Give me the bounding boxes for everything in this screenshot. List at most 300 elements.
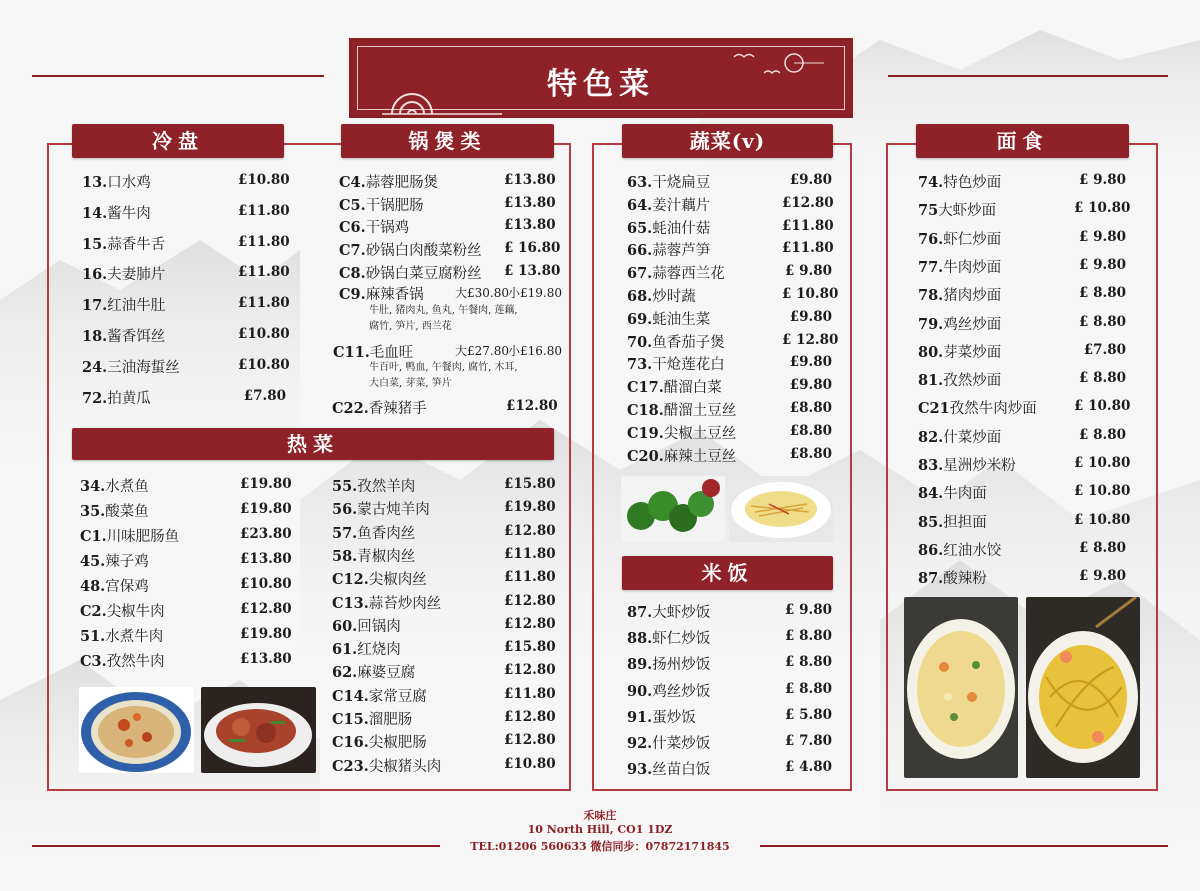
item-price: £11.80	[238, 233, 290, 250]
menu-item	[627, 194, 710, 215]
item-price: £ 8.80	[1079, 539, 1126, 556]
item-price: £15.80	[504, 639, 556, 656]
item-price: £8.80	[789, 445, 832, 462]
item-name: 蒙古炖羊肉	[357, 502, 430, 519]
item-code: 58.	[332, 547, 358, 565]
item-name: 孜然牛肉炒面	[949, 401, 1037, 418]
menu-item	[80, 500, 149, 521]
item-name: 麻辣土豆丝	[663, 448, 737, 465]
photo-broccoli-dish	[621, 476, 725, 542]
menu-item	[627, 653, 710, 674]
item-price: £ 7.80	[785, 733, 832, 749]
section-heading-noodle: 面食	[916, 124, 1129, 158]
item-name: 猪肉炒面	[943, 288, 1002, 305]
price-c22: £12.80	[506, 398, 558, 414]
item-code: 14.	[82, 204, 108, 222]
menu-item	[339, 239, 482, 260]
footer-address: 10 North Hill, CO1 1DZ	[527, 823, 673, 836]
c9-description-2: 腐竹, 笋片, 西兰花	[369, 321, 452, 332]
item-price: £9.80	[789, 377, 832, 394]
item-code: C21	[918, 400, 950, 418]
item-code: 69.	[627, 310, 653, 328]
price-c9-small: 小£19.80	[508, 286, 562, 300]
photo-stir-fry-dish	[201, 687, 316, 773]
item-name: 牛肉炒面	[943, 259, 1002, 276]
item-name: 三油海蜇丝	[107, 359, 180, 376]
item-name: 干烧扁豆	[652, 175, 711, 191]
item-price: £ 10.80	[1074, 455, 1131, 471]
item-name: 红烧肉	[357, 642, 401, 659]
section-heading-rice: 米饭	[622, 556, 833, 590]
item-name: 酱牛肉	[107, 205, 151, 222]
item-price: £10.80	[238, 326, 290, 342]
item-name: 扬州炒饭	[652, 657, 711, 674]
item-price: £ 9.80	[1079, 568, 1126, 585]
item-code: C12.	[332, 571, 369, 589]
title-banner	[349, 38, 853, 118]
item-price: £ 8.80	[1079, 313, 1126, 330]
item-code: 84.	[918, 485, 944, 503]
item-code: C8.	[339, 264, 366, 282]
item-price: £11.80	[782, 217, 834, 234]
item-price: £ 10.80	[1074, 511, 1131, 528]
item-name: 蒜蓉肥肠煲	[365, 175, 439, 191]
page-title: 特色菜	[547, 67, 655, 102]
menu-item	[918, 199, 996, 220]
menu-item	[627, 331, 725, 352]
item-name: 尖椒肉丝	[368, 572, 427, 589]
item-code: C5.	[339, 196, 366, 214]
item-price: £12.80	[240, 601, 292, 617]
item-name: 大虾炒饭	[652, 605, 711, 621]
item-name: 星洲炒米粉	[943, 458, 1016, 474]
item-code: 86.	[918, 541, 944, 559]
item-name: 砂锅白菜豆腐粉丝	[365, 265, 482, 282]
item-name: 青椒肉丝	[357, 548, 416, 565]
menu-item	[332, 638, 401, 659]
menu-item	[918, 313, 1001, 334]
item-code: C16.	[332, 734, 369, 752]
item-code: 35.	[80, 503, 106, 520]
item-price: £ 10.80	[1074, 398, 1131, 415]
item-price: £23.80	[240, 526, 292, 542]
item-name: 虾仁炒饭	[652, 631, 711, 648]
menu-item	[627, 758, 710, 779]
item-price: £10.80	[504, 755, 556, 772]
item-name: 炒时蔬	[652, 289, 696, 305]
menu-item	[627, 285, 696, 306]
price-c11-large: 大£27.80	[455, 344, 509, 358]
item-price: £ 4.80	[785, 759, 832, 776]
menu-item	[82, 387, 151, 408]
menu-item	[82, 171, 151, 192]
item-code: C15.	[332, 711, 369, 728]
menu-item	[627, 376, 722, 397]
menu-item	[918, 567, 987, 588]
item-price: £12.80	[504, 615, 556, 632]
menu-item	[918, 171, 1001, 192]
c11-description-2: 大白菜, 芽菜, 笋片	[369, 378, 452, 389]
item-code: 73.	[627, 356, 653, 374]
item-code: 55.	[332, 478, 358, 495]
photo-fish-dish	[79, 687, 194, 773]
item-name: 鱼香茄子煲	[652, 334, 725, 351]
item-price: £12.80	[782, 194, 834, 211]
section-heading-cold: 冷盘	[72, 124, 284, 158]
item-name: 蒜蓉西兰花	[652, 266, 725, 283]
menu-item	[339, 171, 438, 192]
menu-item	[627, 601, 710, 622]
item-price: £ 9.80	[1079, 228, 1126, 245]
menu-item	[339, 216, 409, 237]
menu-item	[627, 732, 710, 753]
item-code: 56.	[332, 501, 358, 519]
item-name: 尖椒土豆丝	[663, 425, 737, 442]
menu-item	[918, 397, 1037, 418]
item-code: 15.	[82, 235, 108, 253]
item-code: 65.	[627, 219, 653, 237]
item-name: 回锅肉	[357, 618, 401, 635]
menu-item	[918, 482, 987, 503]
item-price: £ 16.80	[504, 240, 561, 257]
item-price: £ 8.80	[1079, 370, 1126, 387]
item-price: £9.80	[789, 308, 832, 325]
item-price: £ 10.80	[782, 286, 839, 302]
item-price: £ 10.80	[1074, 200, 1131, 217]
menu-item	[627, 680, 710, 701]
item-name: 鸡丝炒饭	[652, 683, 711, 700]
item-name: 砂锅白肉酸菜粉丝	[365, 243, 482, 260]
item-code: 89.	[627, 656, 653, 674]
item-code: 48.	[80, 578, 106, 595]
item-code: C20.	[627, 447, 664, 465]
item-name: 水煮鱼	[105, 479, 149, 495]
item-price: £ 8.80	[785, 654, 832, 671]
section-heading-veg: 蔬菜(v)	[622, 124, 833, 158]
item-code: 80.	[918, 343, 944, 361]
item-code: 13.	[82, 174, 108, 191]
menu-item	[627, 627, 710, 648]
item-code: 74.	[918, 174, 944, 191]
item-name: 芽菜炒面	[943, 344, 1002, 361]
item-price: £19.80	[504, 499, 556, 516]
menu-item	[627, 422, 736, 443]
item-code: 90.	[627, 682, 653, 700]
item-price: £11.80	[504, 685, 556, 702]
item-price: £13.80	[504, 172, 556, 188]
menu-item	[627, 308, 710, 329]
menu-item	[80, 650, 165, 671]
item-code: C2.	[80, 603, 107, 620]
menu-item	[332, 661, 415, 682]
menu-item	[918, 228, 1001, 249]
item-code: 62.	[332, 664, 358, 682]
item-code: 91.	[627, 708, 653, 726]
menu-item	[332, 615, 401, 636]
item-name: 蒜香牛舌	[107, 236, 166, 253]
item-code: 63.	[627, 174, 653, 191]
menu-item	[918, 284, 1001, 305]
item-price: £10.80	[238, 356, 290, 373]
item-price: £ 9.80	[1079, 256, 1126, 273]
item-code: C7.	[339, 242, 366, 260]
item-code: 75	[918, 202, 939, 220]
item-name: 川味肥肠鱼	[106, 529, 180, 545]
item-code: 72.	[82, 389, 108, 407]
item-name: 尖椒猪头肉	[368, 758, 442, 775]
item-price: £11.80	[504, 545, 556, 562]
photo-fried-rice-dish	[904, 597, 1018, 778]
c9-description-1: 牛肚, 猪肉丸, 鱼丸, 午餐肉, 莲藕,	[369, 305, 518, 316]
item-name: 酸菜鱼	[105, 504, 149, 520]
item-code: 88.	[627, 630, 653, 648]
menu-item	[82, 263, 165, 284]
item-name: 家常豆腐	[368, 688, 427, 705]
item-price: £ 9.80	[1079, 172, 1126, 188]
menu-item-c11: C11.毛血旺	[333, 344, 414, 361]
menu-item	[918, 369, 1001, 390]
item-price: £10.80	[238, 172, 290, 188]
photo-fried-noodle-dish	[1026, 597, 1140, 778]
item-name: 虾仁炒面	[943, 231, 1002, 248]
c11-description-1: 牛百叶, 鸭血, 午餐肉, 腐竹, 木耳,	[369, 362, 518, 373]
item-code: 60.	[332, 617, 358, 635]
item-code: 61.	[332, 641, 358, 659]
menu-item	[332, 545, 415, 566]
item-price: £11.80	[504, 569, 556, 586]
item-name: 溜肥肠	[368, 712, 413, 728]
top-rule-right	[888, 75, 1168, 77]
item-name: 姜汁藕片	[652, 197, 711, 214]
item-price: £10.80	[240, 576, 292, 592]
item-name: 尖椒肥肠	[368, 735, 427, 752]
item-name: 尖椒牛肉	[106, 604, 165, 620]
item-price: £ 9.80	[785, 602, 832, 618]
item-name: 蒜苔炒肉丝	[368, 595, 442, 612]
photo-potato-shreds-dish	[729, 476, 833, 542]
item-price: £19.80	[240, 626, 292, 642]
item-code: 82.	[918, 428, 944, 446]
item-name: 担担面	[943, 514, 987, 531]
menu-item	[627, 445, 736, 466]
item-code: C13.	[332, 594, 369, 612]
item-name: 丝苗白饭	[652, 762, 711, 779]
item-price: £11.80	[238, 295, 290, 312]
item-name: 大虾炒面	[938, 203, 997, 220]
menu-item	[80, 600, 165, 621]
item-name: 辣子鸡	[105, 554, 149, 570]
menu-item	[918, 256, 1001, 277]
footer-contact: TEL:01206 560633 微信同步：07872171845	[440, 838, 760, 854]
item-name: 蒜蓉芦笋	[652, 243, 711, 260]
item-name: 蛋炒饭	[652, 709, 696, 726]
item-code: 83.	[918, 457, 944, 474]
item-code: C19.	[627, 424, 664, 442]
item-code: 70.	[627, 333, 653, 351]
item-name: 红油水饺	[943, 542, 1002, 559]
menu-item	[332, 685, 427, 706]
item-name: 蚝油什菇	[652, 220, 711, 237]
item-name: 红油牛肚	[107, 298, 166, 315]
menu-item	[339, 194, 424, 215]
item-code: 76.	[918, 230, 944, 248]
menu-item	[332, 522, 415, 543]
item-code: 57.	[332, 524, 358, 542]
item-name: 鱼香肉丝	[357, 525, 416, 542]
item-name: 干锅鸡	[365, 220, 410, 237]
menu-item	[339, 262, 482, 283]
item-price: £ 8.80	[785, 628, 832, 645]
item-code: C1.	[80, 528, 107, 545]
menu-item	[918, 454, 1016, 475]
price-c11-small: 小£16.80	[508, 344, 562, 358]
item-name: 特色炒面	[943, 175, 1002, 191]
menu-item	[80, 475, 149, 496]
item-name: 拍黄瓜	[107, 390, 151, 407]
item-name: 麻婆豆腐	[357, 665, 416, 682]
menu-item	[627, 217, 710, 238]
menu-item	[80, 625, 163, 646]
top-rule-left	[32, 75, 324, 77]
item-price: £8.80	[789, 400, 832, 416]
menu-item	[627, 171, 710, 192]
menu-item	[80, 550, 149, 571]
menu-item	[627, 399, 736, 420]
menu-item	[332, 731, 427, 752]
item-price: £12.80	[504, 709, 556, 725]
item-name: 孜然羊肉	[357, 479, 416, 495]
item-price: £7.80	[243, 387, 286, 404]
menu-item	[82, 233, 165, 254]
item-name: 口水鸡	[107, 175, 151, 191]
item-price: £13.80	[240, 551, 292, 567]
item-price: £7.80	[1083, 341, 1126, 358]
item-code: 85.	[918, 513, 944, 531]
menu-item	[82, 356, 180, 377]
item-price: £11.80	[782, 240, 834, 257]
menu-item	[332, 755, 441, 776]
item-price: £12.80	[504, 592, 556, 609]
menu-item	[918, 539, 1001, 560]
item-price: £15.80	[504, 476, 556, 492]
item-price: £ 8.80	[1079, 285, 1126, 302]
item-price: £12.80	[504, 522, 556, 539]
section-heading-hot: 热菜	[72, 428, 554, 460]
item-code: 66.	[627, 242, 653, 260]
item-code: 18.	[82, 328, 108, 345]
menu-item	[627, 353, 725, 374]
item-code: 34.	[80, 478, 106, 495]
item-price: £ 10.80	[1074, 483, 1131, 500]
item-name: 鸡丝炒面	[943, 316, 1002, 333]
menu-item	[918, 426, 1001, 447]
menu-item-c22: C22.香辣猪手	[332, 400, 427, 417]
item-name: 蚝油生菜	[652, 311, 711, 328]
item-code: 24.	[82, 358, 108, 376]
menu-item	[80, 525, 179, 546]
menu-item	[82, 202, 151, 223]
item-code: 81.	[918, 372, 944, 390]
item-price: £ 13.80	[504, 262, 561, 279]
item-code: C4.	[339, 174, 366, 191]
item-price: £19.80	[240, 476, 292, 492]
item-price: £12.80	[504, 732, 556, 749]
item-code: C14.	[332, 687, 369, 705]
item-code: C23.	[332, 757, 369, 775]
item-price: £ 12.80	[782, 331, 839, 348]
item-code: 79.	[918, 315, 944, 333]
item-code: 93.	[627, 761, 653, 779]
item-name: 醋溜土豆丝	[663, 403, 737, 419]
item-name: 酱香饵丝	[107, 329, 166, 345]
item-name: 夫妻肺片	[107, 267, 166, 284]
menu-item	[627, 706, 696, 727]
item-code: 51.	[80, 628, 106, 645]
item-price: £13.80	[504, 217, 556, 234]
item-price: £13.80	[504, 194, 556, 211]
item-name: 水煮牛肉	[105, 629, 164, 645]
menu-item	[627, 239, 710, 260]
item-price: £9.80	[789, 354, 832, 371]
item-code: 16.	[82, 266, 108, 284]
price-c9-large: 大£30.80	[455, 286, 509, 300]
item-code: 68.	[627, 288, 653, 305]
item-price: £11.80	[238, 202, 290, 219]
menu-item	[332, 498, 430, 519]
item-name: 孜然炒面	[943, 373, 1002, 390]
menu-item	[332, 708, 412, 729]
item-code: 45.	[80, 553, 106, 570]
footer-restaurant-name: 禾味庄	[583, 809, 617, 822]
item-code: C17.	[627, 379, 664, 397]
item-price: £13.80	[240, 651, 292, 667]
item-name: 牛肉面	[943, 486, 987, 503]
item-code: C3.	[80, 653, 107, 670]
item-code: 64.	[627, 196, 653, 214]
menu-item	[627, 262, 725, 283]
item-price: £8.80	[789, 422, 832, 439]
menu-item-c9: C9.麻辣香锅	[339, 286, 424, 303]
item-code: 78.	[918, 287, 944, 305]
item-name: 什菜炒饭	[652, 736, 711, 752]
item-price: £ 5.80	[785, 706, 832, 723]
item-name: 宫保鸡	[105, 579, 149, 595]
menu-item	[80, 575, 149, 596]
item-price: £11.80	[238, 264, 290, 281]
item-code: 87.	[627, 604, 653, 621]
item-price: £ 8.80	[785, 680, 832, 697]
menu-item	[918, 341, 1001, 362]
item-code: 17.	[82, 297, 108, 315]
item-price: £ 9.80	[785, 263, 832, 280]
item-code: C6.	[339, 219, 366, 237]
item-price: £12.80	[504, 662, 556, 679]
item-name: 孜然牛肉	[106, 654, 165, 670]
item-code: 92.	[627, 735, 653, 752]
menu-item	[918, 511, 987, 532]
item-name: 干锅肥肠	[365, 197, 424, 214]
item-code: C18.	[627, 402, 664, 419]
item-name: 干炝莲花白	[652, 357, 725, 374]
item-code: 87.	[918, 570, 944, 588]
menu-item	[82, 294, 165, 315]
item-price: £ 8.80	[1079, 426, 1126, 443]
item-name: 醋溜白菜	[663, 380, 722, 397]
menu-item	[332, 475, 415, 496]
item-name: 酸辣粉	[943, 571, 987, 588]
item-price: £19.80	[240, 501, 292, 517]
menu-item	[332, 568, 427, 589]
